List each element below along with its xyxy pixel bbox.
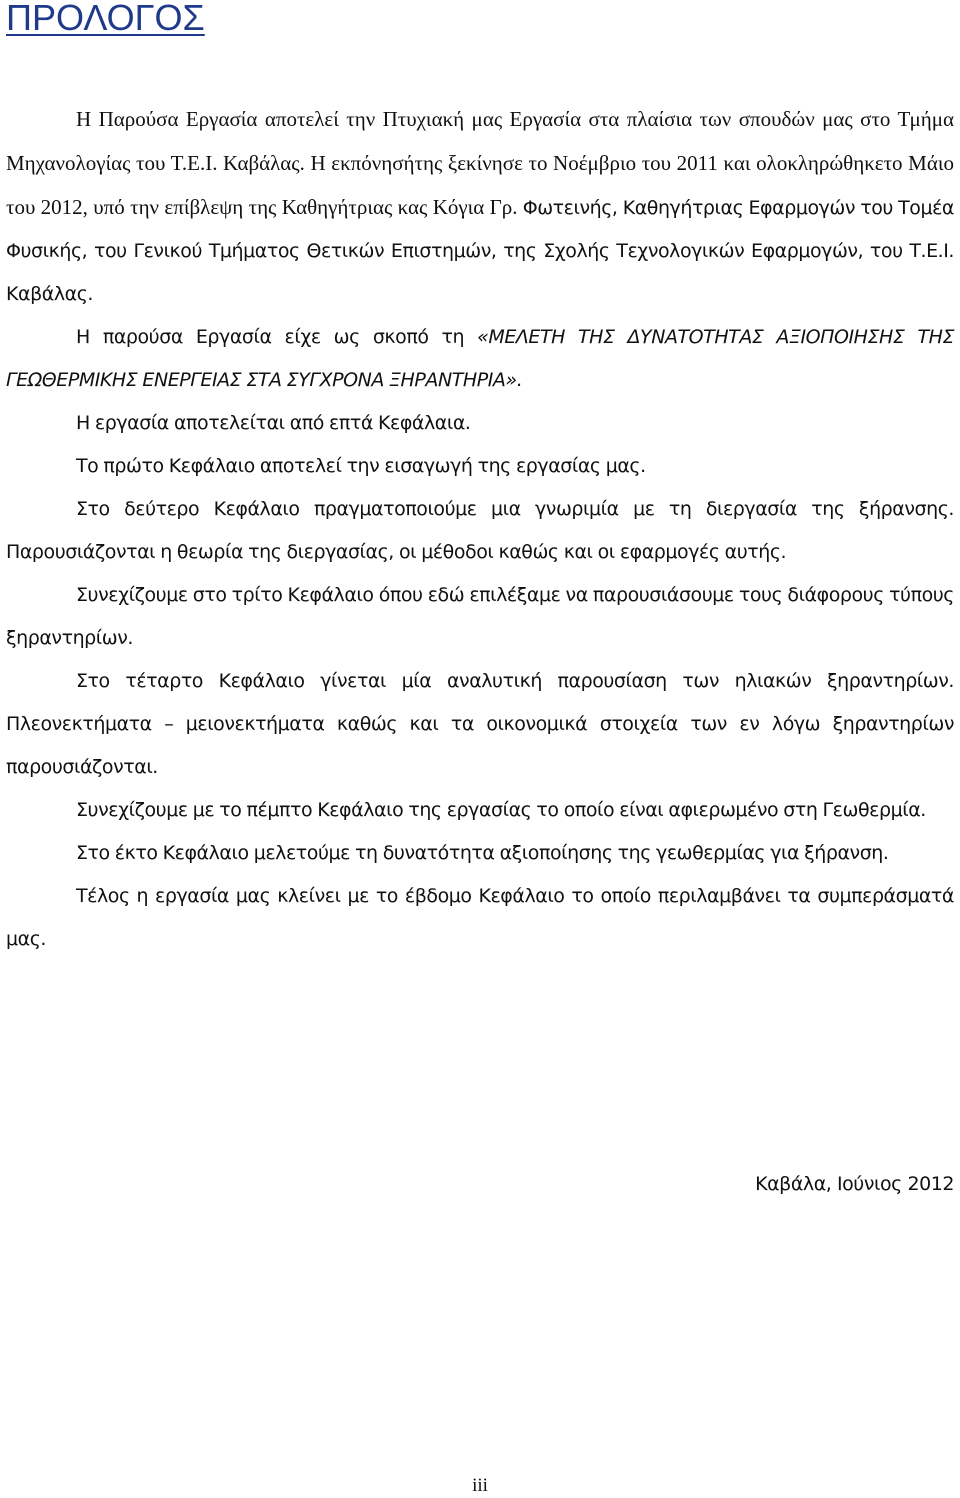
- paragraph-chapters-count: Η εργασία αποτελείται από επτά Κεφάλαια.: [76, 412, 471, 434]
- paragraph-purpose: [6, 316, 954, 402]
- paragraph-purpose-lead: Η παρούσα Εργασία είχε ως σκοπό τη: [76, 326, 478, 348]
- thesis-title: «ΜΕΛΕΤΗ ΤΗΣ ΔΥΝΑΤΟΤΗΤΑΣ ΑΞΙΟΠΟΙΗΣΗΣ ΤΗΣ ΓΕΩΘΕΡΜΙΚΗΣ ΕΝΕΡΓΕΙΑΣ ΣΤΑ ΣΥΓΧΡΟΝΑ ΞΗΡΑΝΤΗΡΙΑ».: [6, 326, 954, 391]
- preface-body: [6, 98, 954, 961]
- paragraph-chapter-1: Το πρώτο Κεφάλαιο αποτελεί την εισαγωγή της εργασίας μας.: [76, 455, 646, 477]
- page-title: ΠΡΟΛΟΓΟΣ: [6, 0, 205, 38]
- paragraph-intro-serif-text: Η Παρούσα Εργασία αποτελεί την Πτυχιακή μας Εργασία στα πλαίσια των σπουδών μας στο Τμήμα Μηχανολογίας του Τ.Ε.Ι. Καβάλας. Η εκπόνησήτης ξεκίνησε το Νοέμβριο του 2011 και ολοκληρώθηκετο Μάιο του 2012, υπό την επίβλεψη της Καθηγήτριας κας Κόγια Γρ.: [6, 107, 954, 219]
- page-number: iii: [472, 1475, 488, 1496]
- place-date-signoff: Καβάλα, Ιούνιος 2012: [755, 1173, 954, 1195]
- paragraph-chapter-4: Στο τέταρτο Κεφάλαιο γίνεται μία αναλυτική παρουσίαση των ηλιακών ξηραντηρίων. Πλεονεκτήματα – μειονεκτήματα καθώς και τα οικονομικά στοιχεία των εν λόγω ξηραντηρίων παρουσιάζονται.: [6, 670, 954, 778]
- paragraph-chapter-2: Στο δεύτερο Κεφάλαιο πραγματοποιούμε μια γνωριμία με τη διεργασία της ξήρανσης. Παρουσιάζονται η θεωρία της διεργασίας, οι μέθοδοι καθώς και οι εφαρμογές αυτής.: [6, 498, 954, 563]
- paragraph-intro: [6, 98, 954, 316]
- paragraph-intro-text: Φωτεινής, Καθηγήτριας Εφαρμογών του Τομέα Φυσικής, του Γενικού Τμήματος Θετικών Επιστημών, της Σχολής Τεχνολογικών Εφαρμογών, του Τ.Ε.Ι. Καβάλας.: [6, 197, 954, 305]
- paragraph-chapter-5: Συνεχίζουμε με το πέμπτο Κεφάλαιο της εργασίας το οποίο είναι αφιερωμένο στη Γεωθερμία.: [76, 799, 926, 821]
- paragraph-chapter-6: Στο έκτο Κεφάλαιο μελετούμε τη δυνατότητα αξιοποίησης της γεωθερμίας για ξήρανση.: [76, 842, 889, 864]
- paragraph-chapter-7: Τέλος η εργασία μας κλείνει με το έβδομο Κεφάλαιο το οποίο περιλαμβάνει τα συμπεράσματά μας.: [6, 885, 954, 950]
- paragraph-chapter-3: Συνεχίζουμε στο τρίτο Κεφάλαιο όπου εδώ επιλέξαμε να παρουσιάσουμε τους διάφορους τύπους ξηραντηρίων.: [6, 584, 954, 649]
